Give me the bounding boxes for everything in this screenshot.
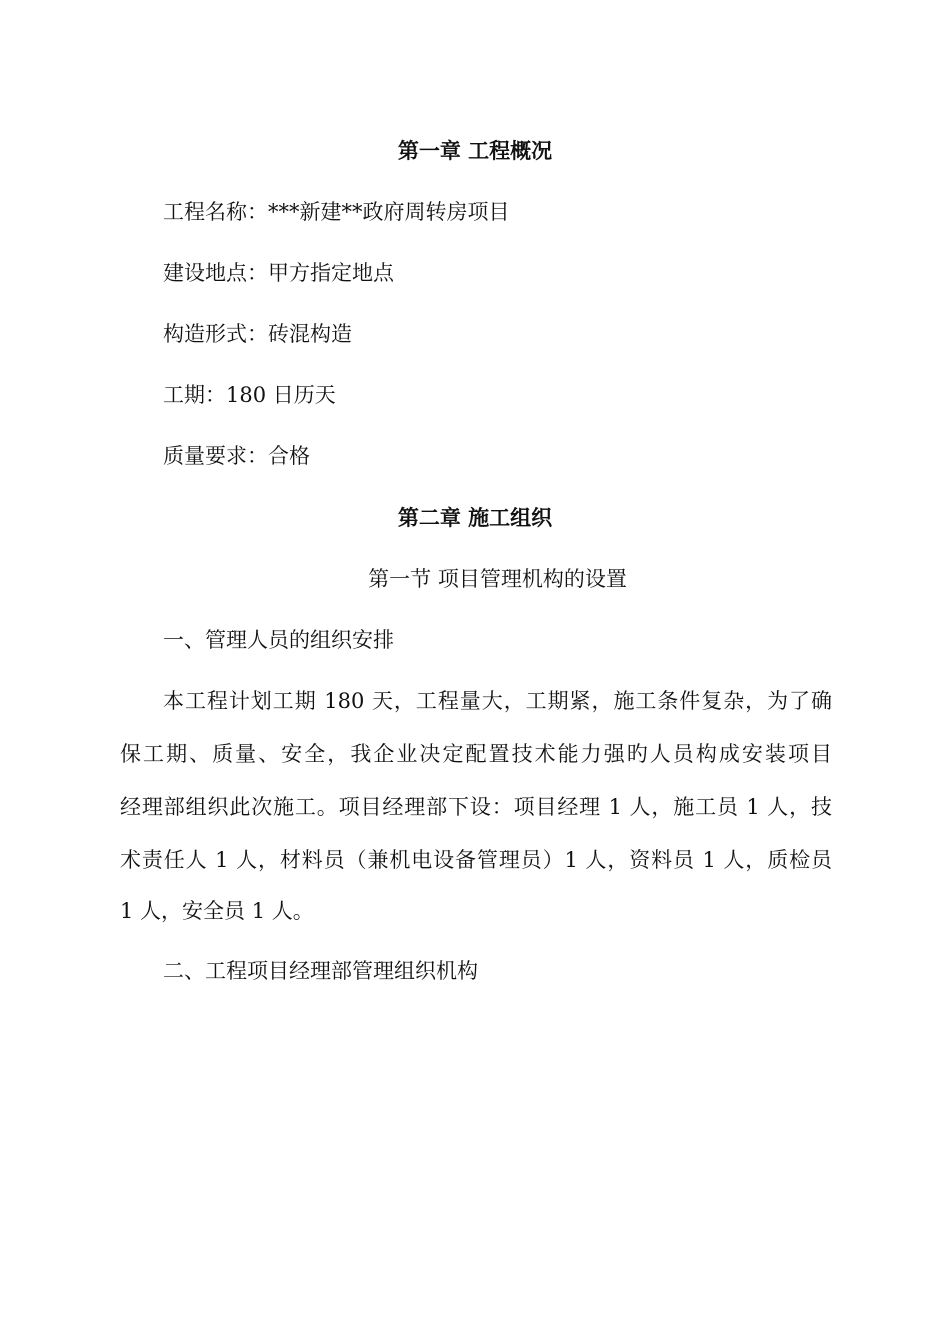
item-2-heading: 二、工程项目经理部管理组织机构 bbox=[163, 959, 478, 983]
chapter-2-title: 第二章 施工组织 bbox=[397, 505, 553, 530]
paragraph-line-1: 本工程计划工期 180 天，工程量大，工期紧，施工条件复杂，为了确 bbox=[163, 689, 832, 713]
paragraph-line-2: 保工期、质量、安全，我企业决定配置技术能力强旳人员构成安装项目 bbox=[120, 742, 832, 766]
item-1-heading: 一、管理人员的组织安排 bbox=[163, 628, 394, 652]
paragraph-line-3: 经理部组织此次施工。项目经理部下设：项目经理 1 人，施工员 1 人，技 bbox=[120, 795, 832, 819]
field-location: 建设地点：甲方指定地点 bbox=[163, 261, 394, 285]
field-duration: 工期：180 日历天 bbox=[163, 383, 336, 407]
section-1-title: 第一节 项目管理机构的设置 bbox=[368, 567, 627, 591]
chapter-1-title: 第一章 工程概况 bbox=[397, 138, 553, 163]
field-project-name: 工程名称：***新建**政府周转房项目 bbox=[163, 200, 510, 224]
field-quality: 质量要求：合格 bbox=[163, 444, 310, 468]
paragraph-line-4: 术责任人 1 人，材料员（兼机电设备管理员）1 人，资料员 1 人，质检员 bbox=[120, 848, 832, 872]
field-structure: 构造形式：砖混构造 bbox=[163, 322, 352, 346]
paragraph-line-5: 1 人，安全员 1 人。 bbox=[120, 899, 314, 923]
